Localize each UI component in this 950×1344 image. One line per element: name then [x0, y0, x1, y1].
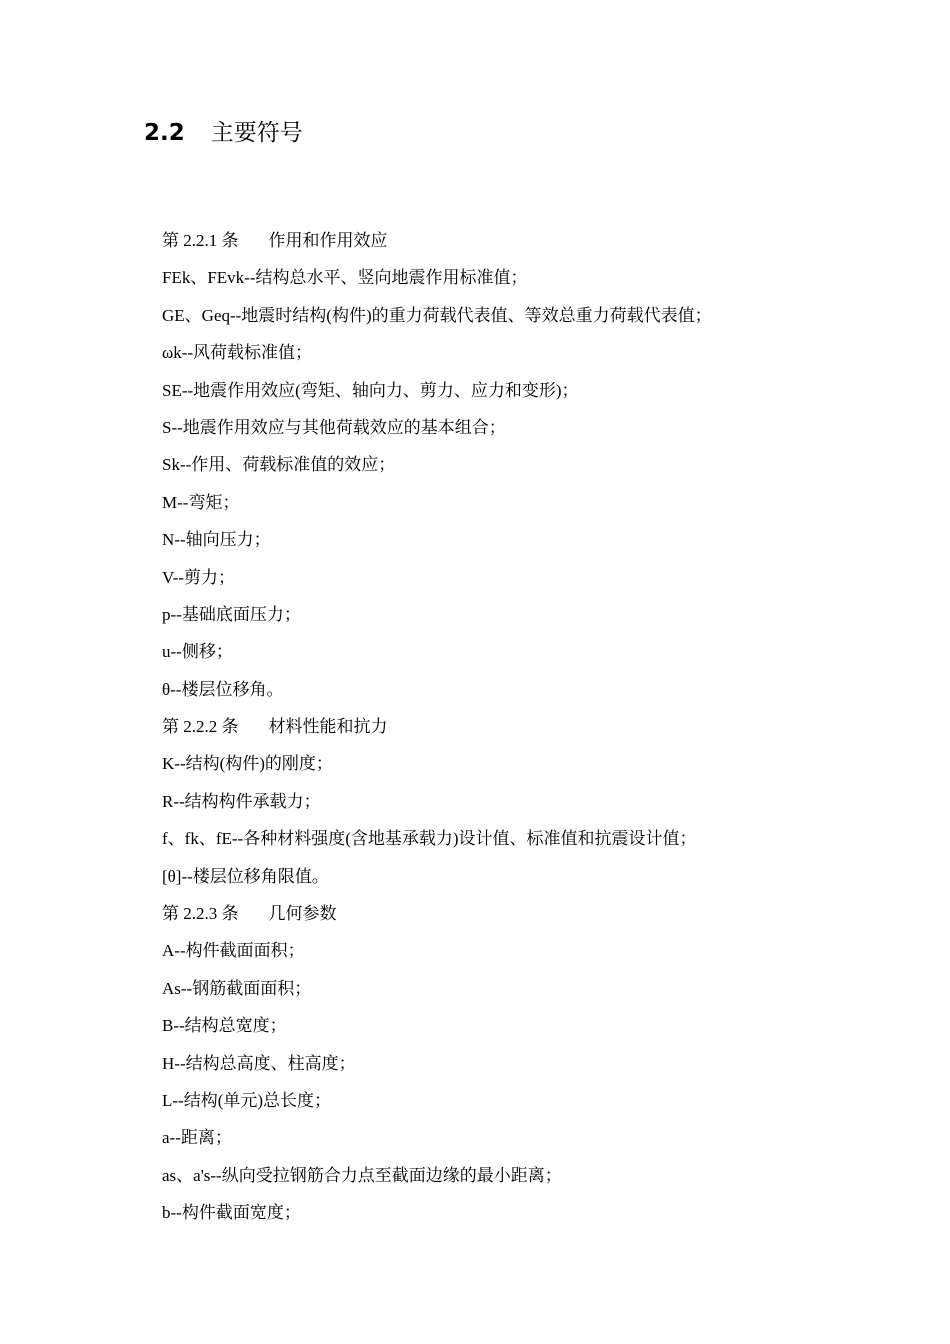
symbol-definition: SE--地震作用效应(弯矩、轴向力、剪力、应力和变形)； [162, 380, 579, 400]
clause-title: 作用和作用效应 [268, 231, 388, 250]
symbol-definition: [θ]--楼层位移角限值。 [162, 866, 329, 886]
symbol-definition: As--钢筋截面面积； [162, 978, 312, 998]
symbol-definition: N--轴向压力； [162, 530, 271, 550]
symbol-definition: θ--楼层位移角。 [162, 679, 284, 699]
symbol-definition: B--结构总宽度； [162, 1016, 287, 1036]
symbol-definition: a--距离； [162, 1128, 232, 1148]
clause-heading [162, 708, 882, 745]
symbol-definition: b--构件截面宽度； [162, 1203, 301, 1223]
clause-heading [162, 222, 882, 259]
symbol-list [162, 222, 882, 1232]
symbol-definition: ωk--风荷载标准值； [162, 343, 313, 363]
symbol-definition: as、a's--纵向受拉钢筋合力点至截面边缘的最小距离； [162, 1165, 562, 1185]
symbol-definition: L--结构(单元)总长度； [162, 1090, 332, 1110]
symbol-definition: M--弯矩； [162, 492, 240, 512]
section-title: 主要符号 [210, 120, 303, 146]
clause-label: 第 2.2.3 条 [162, 904, 239, 924]
symbol-definition: A--构件截面面积； [162, 941, 305, 961]
symbol-definition: p--基础底面压力； [162, 604, 301, 624]
symbol-definition: GE、Geq--地震时结构(构件)的重力荷载代表值、等效总重力荷载代表值； [162, 305, 712, 325]
symbol-definition: V--剪力； [162, 567, 236, 587]
symbol-definition: S--地震作用效应与其他荷载效应的基本组合； [162, 417, 506, 437]
clause-label: 第 2.2.2 条 [162, 717, 239, 737]
symbol-definition: Sk--作用、荷载标准值的效应； [162, 455, 396, 475]
clause-title: 材料性能和抗力 [268, 717, 388, 737]
clause-heading [162, 895, 882, 932]
symbol-definition: K--结构(构件)的刚度； [162, 754, 333, 774]
symbol-definition: f、fk、fE--各种材料强度(含地基承载力)设计值、标准值和抗震设计值； [162, 829, 697, 849]
clause-label: 第 2.2.1 条 [162, 231, 239, 250]
clause-title: 几何参数 [268, 904, 337, 924]
section-number: 2.2 [144, 120, 185, 146]
symbol-definition: u--侧移； [162, 642, 233, 662]
symbol-definition: H--结构总高度、柱高度； [162, 1053, 356, 1073]
section-heading [144, 114, 303, 147]
symbol-definition: FEk、FEvk--结构总水平、竖向地震作用标准值； [162, 268, 528, 288]
symbol-definition: R--结构构件承载力； [162, 791, 321, 811]
